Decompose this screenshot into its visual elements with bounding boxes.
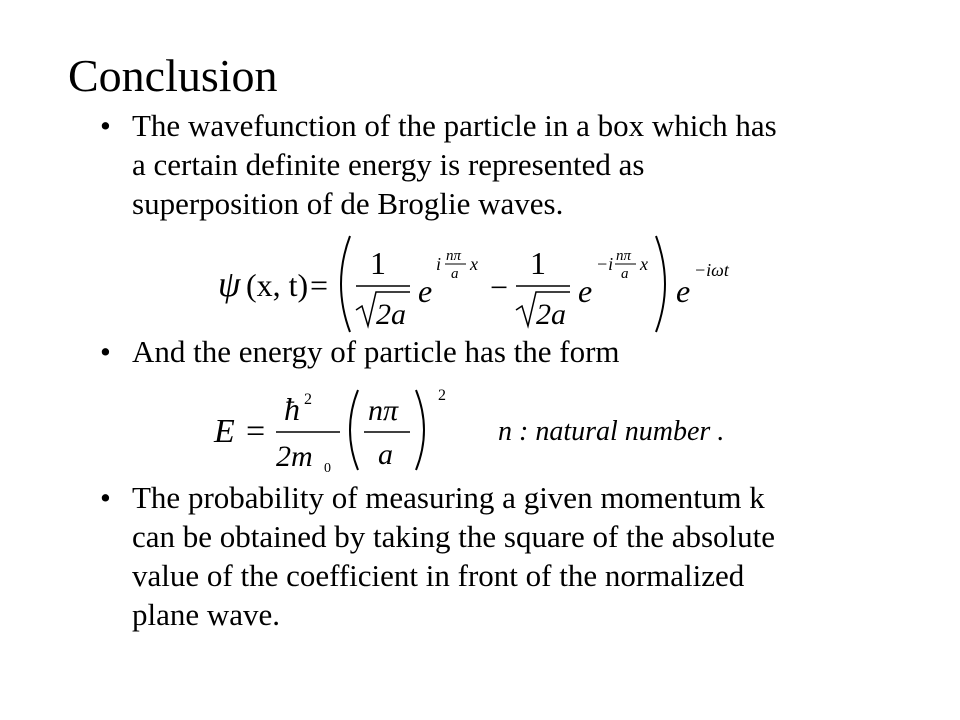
box-length: a [378,438,393,471]
energy-symbol: E [214,413,235,450]
exp-a: a [451,266,459,282]
minus-sign: − [490,269,509,305]
slide-title: Conclusion [68,50,278,101]
exp-base: e [418,273,433,309]
npi-term: nπ [368,394,399,427]
time-exp-base: e [676,273,691,309]
exp-a: a [621,266,629,282]
equals-sign: = [310,267,329,303]
exp-npi: nπ [616,248,632,264]
right-paren [656,236,665,332]
bullet-text: The probability of measuring a given momentum k can be obtained by taking the square of the absolute value of the coefficient in front of the normalized plane wave. [132,480,776,632]
fraction-numerator: 1 [530,245,546,281]
sqrt-argument: 2a [376,298,406,331]
exp-i: i [436,254,442,274]
bullet-marker: • [100,334,111,369]
bullet-marker: • [100,108,111,143]
bullet-marker: • [100,480,111,515]
hbar-square: 2 [304,391,312,408]
fraction-numerator: 1 [370,245,386,281]
energy-equation [210,384,770,474]
natural-number-note: n : natural number . [498,416,725,447]
mass-term: 2m [276,440,313,473]
hbar-symbol: ħ [284,391,300,427]
wavefunction-equation [210,230,730,335]
left-paren [350,390,358,470]
left-paren [341,236,350,332]
exp-minus-i: −i [596,254,614,274]
psi-symbol: ψ [218,264,241,304]
exp-x: x [640,254,648,274]
exp-base: e [578,273,593,309]
time-exponent: −iωt [694,260,729,280]
exp-x: x [470,254,478,274]
psi-args: (x, t) [246,267,309,303]
bullet-text: And the energy of particle has the form [132,334,620,369]
equals-sign: = [246,413,266,450]
right-paren [416,390,424,470]
outer-square: 2 [438,387,446,404]
exp-npi: nπ [446,248,462,264]
mass-subscript: 0 [324,461,331,474]
bullet-text: The wavefunction of the particle in a box which has a certain definite energy is represented as superposition of de Broglie waves. [132,108,777,221]
sqrt-argument: 2a [536,298,566,331]
